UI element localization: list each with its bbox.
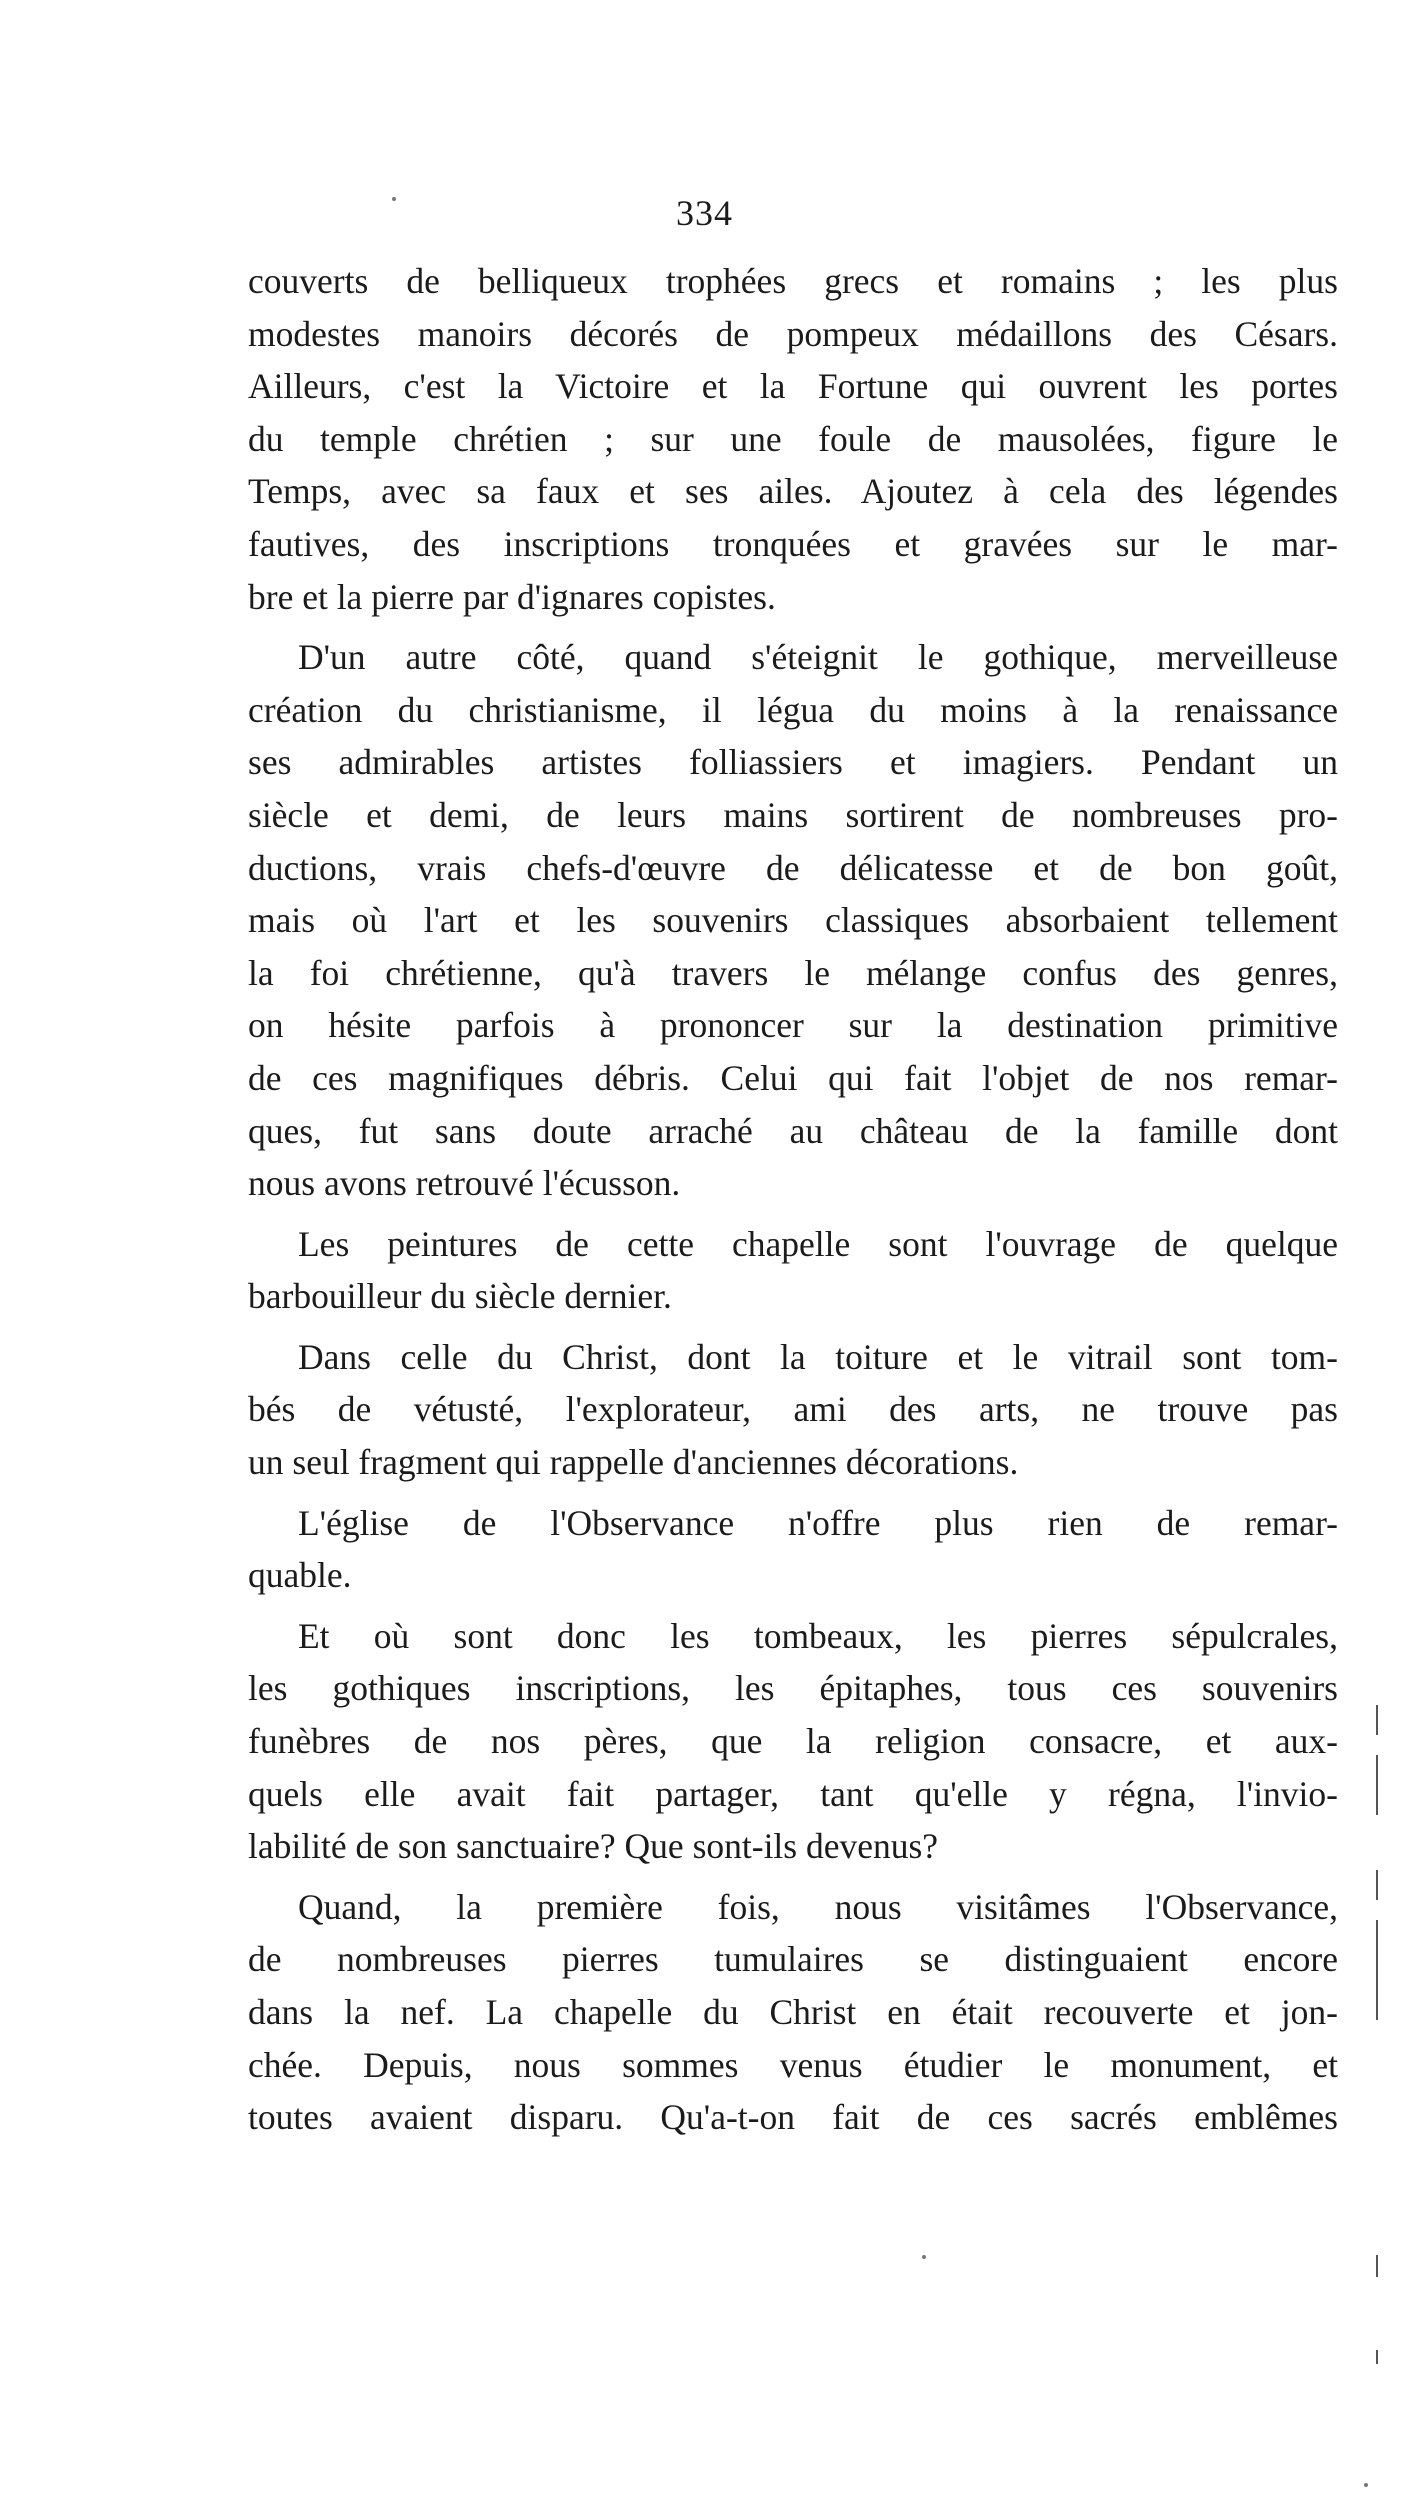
text-line: nous avons retrouvé l'écusson. — [248, 1163, 681, 1204]
text-line: labilité de son sanctuaire? Que sont-ils devenus? — [248, 1826, 939, 1867]
paragraph — [248, 1610, 1338, 1873]
scan-artifact-mark — [1376, 1755, 1378, 1815]
paragraph — [248, 255, 1338, 623]
paragraph — [248, 1881, 1338, 2144]
paragraph — [248, 1331, 1338, 1489]
text-line: les gothiques inscriptions, les épitaphes, tous ces souvenirs — [248, 1668, 1338, 1709]
text-line: chée. Depuis, nous sommes venus étudier le monument, et — [248, 2044, 1338, 2085]
text-line: quels elle avait fait partager, tant qu'elle y régna, l'invio- — [248, 1773, 1338, 1814]
text-line: ductions, vrais chefs-d'œuvre de délicatesse et de bon goût, — [248, 847, 1338, 888]
scan-artifact-mark — [1376, 2350, 1378, 2364]
text-line: on hésite parfois à prononcer sur la destination primitive — [248, 1005, 1338, 1046]
text-line: funèbres de nos pères, que la religion consacre, et aux- — [248, 1721, 1338, 1762]
text-line: ses admirables artistes folliassiers et imagiers. Pendant un — [248, 742, 1338, 783]
text-line: de nombreuses pierres tumulaires se distinguaient encore — [248, 1939, 1338, 1980]
scan-artifact-mark — [1376, 1705, 1378, 1735]
text-line: mais où l'art et les souvenirs classiques absorbaient tellement — [248, 900, 1338, 941]
text-line: couverts de belliqueux trophées grecs et romains ; les plus — [248, 261, 1338, 301]
text-line: Temps, avec sa faux et ses ailes. Ajoutez à cela des légendes — [248, 471, 1338, 512]
page-number: 334 — [676, 193, 733, 233]
text-line: quable. — [248, 1555, 352, 1596]
paragraph — [248, 631, 1338, 1210]
text-line: Les peintures de cette chapelle sont l'ouvrage de quelque — [298, 1223, 1338, 1264]
text-line: la foi chrétienne, qu'à travers le mélange confus des genres, — [248, 952, 1338, 993]
text-line: toutes avaient disparu. Qu'a-t-on fait de ces sacrés emblêmes — [248, 2097, 1338, 2138]
text-line: Dans celle du Christ, dont la toiture et le vitrail sont tom- — [298, 1336, 1338, 1377]
text-line: Quand, la première fois, nous visitâmes l'Observance, — [298, 1886, 1338, 1927]
text-line: un seul fragment qui rappelle d'anciennes décorations. — [248, 1442, 1019, 1483]
paragraph — [248, 1497, 1338, 1602]
text-line: L'église de l'Observance n'offre plus rien de remar- — [298, 1502, 1338, 1543]
text-line: ques, fut sans doute arraché au château de la famille dont — [248, 1110, 1338, 1151]
body-text — [248, 255, 1338, 2144]
text-line: création du christianisme, il légua du moins à la renaissance — [248, 689, 1338, 730]
text-line: Et où sont donc les tombeaux, les pierres sépulcrales, — [298, 1615, 1338, 1656]
scan-artifact-mark — [1376, 1920, 1378, 2020]
text-line: de ces magnifiques débris. Celui qui fait l'objet de nos remar- — [248, 1057, 1338, 1098]
text-line: bre et la pierre par d'ignares copistes. — [248, 576, 776, 617]
text-line: du temple chrétien ; sur une foule de mausolées, figure le — [248, 418, 1338, 459]
text-line: barbouilleur du siècle dernier. — [248, 1276, 672, 1317]
text-line: Ailleurs, c'est la Victoire et la Fortune qui ouvrent les portes — [248, 366, 1338, 407]
text-line: fautives, des inscriptions tronquées et gravées sur le mar- — [248, 523, 1338, 564]
text-line: siècle et demi, de leurs mains sortirent de nombreuses pro- — [248, 794, 1338, 835]
paragraph — [248, 1218, 1338, 1323]
text-line: dans la nef. La chapelle du Christ en était recouverte et jon- — [248, 1992, 1338, 2032]
text-line: D'un autre côté, quand s'éteignit le gothique, merveilleuse — [298, 637, 1338, 678]
text-line: bés de vétusté, l'explorateur, ami des arts, ne trouve pas — [248, 1389, 1338, 1430]
scan-artifact-mark — [1376, 1870, 1378, 1900]
scan-artifact-dot — [922, 2255, 926, 2259]
scan-artifact-dot — [1364, 2483, 1368, 2487]
scan-artifact-dot — [392, 197, 396, 201]
scan-artifact-mark — [1376, 2255, 1378, 2277]
text-line: modestes manoirs décorés de pompeux médaillons des Césars. — [248, 313, 1338, 354]
